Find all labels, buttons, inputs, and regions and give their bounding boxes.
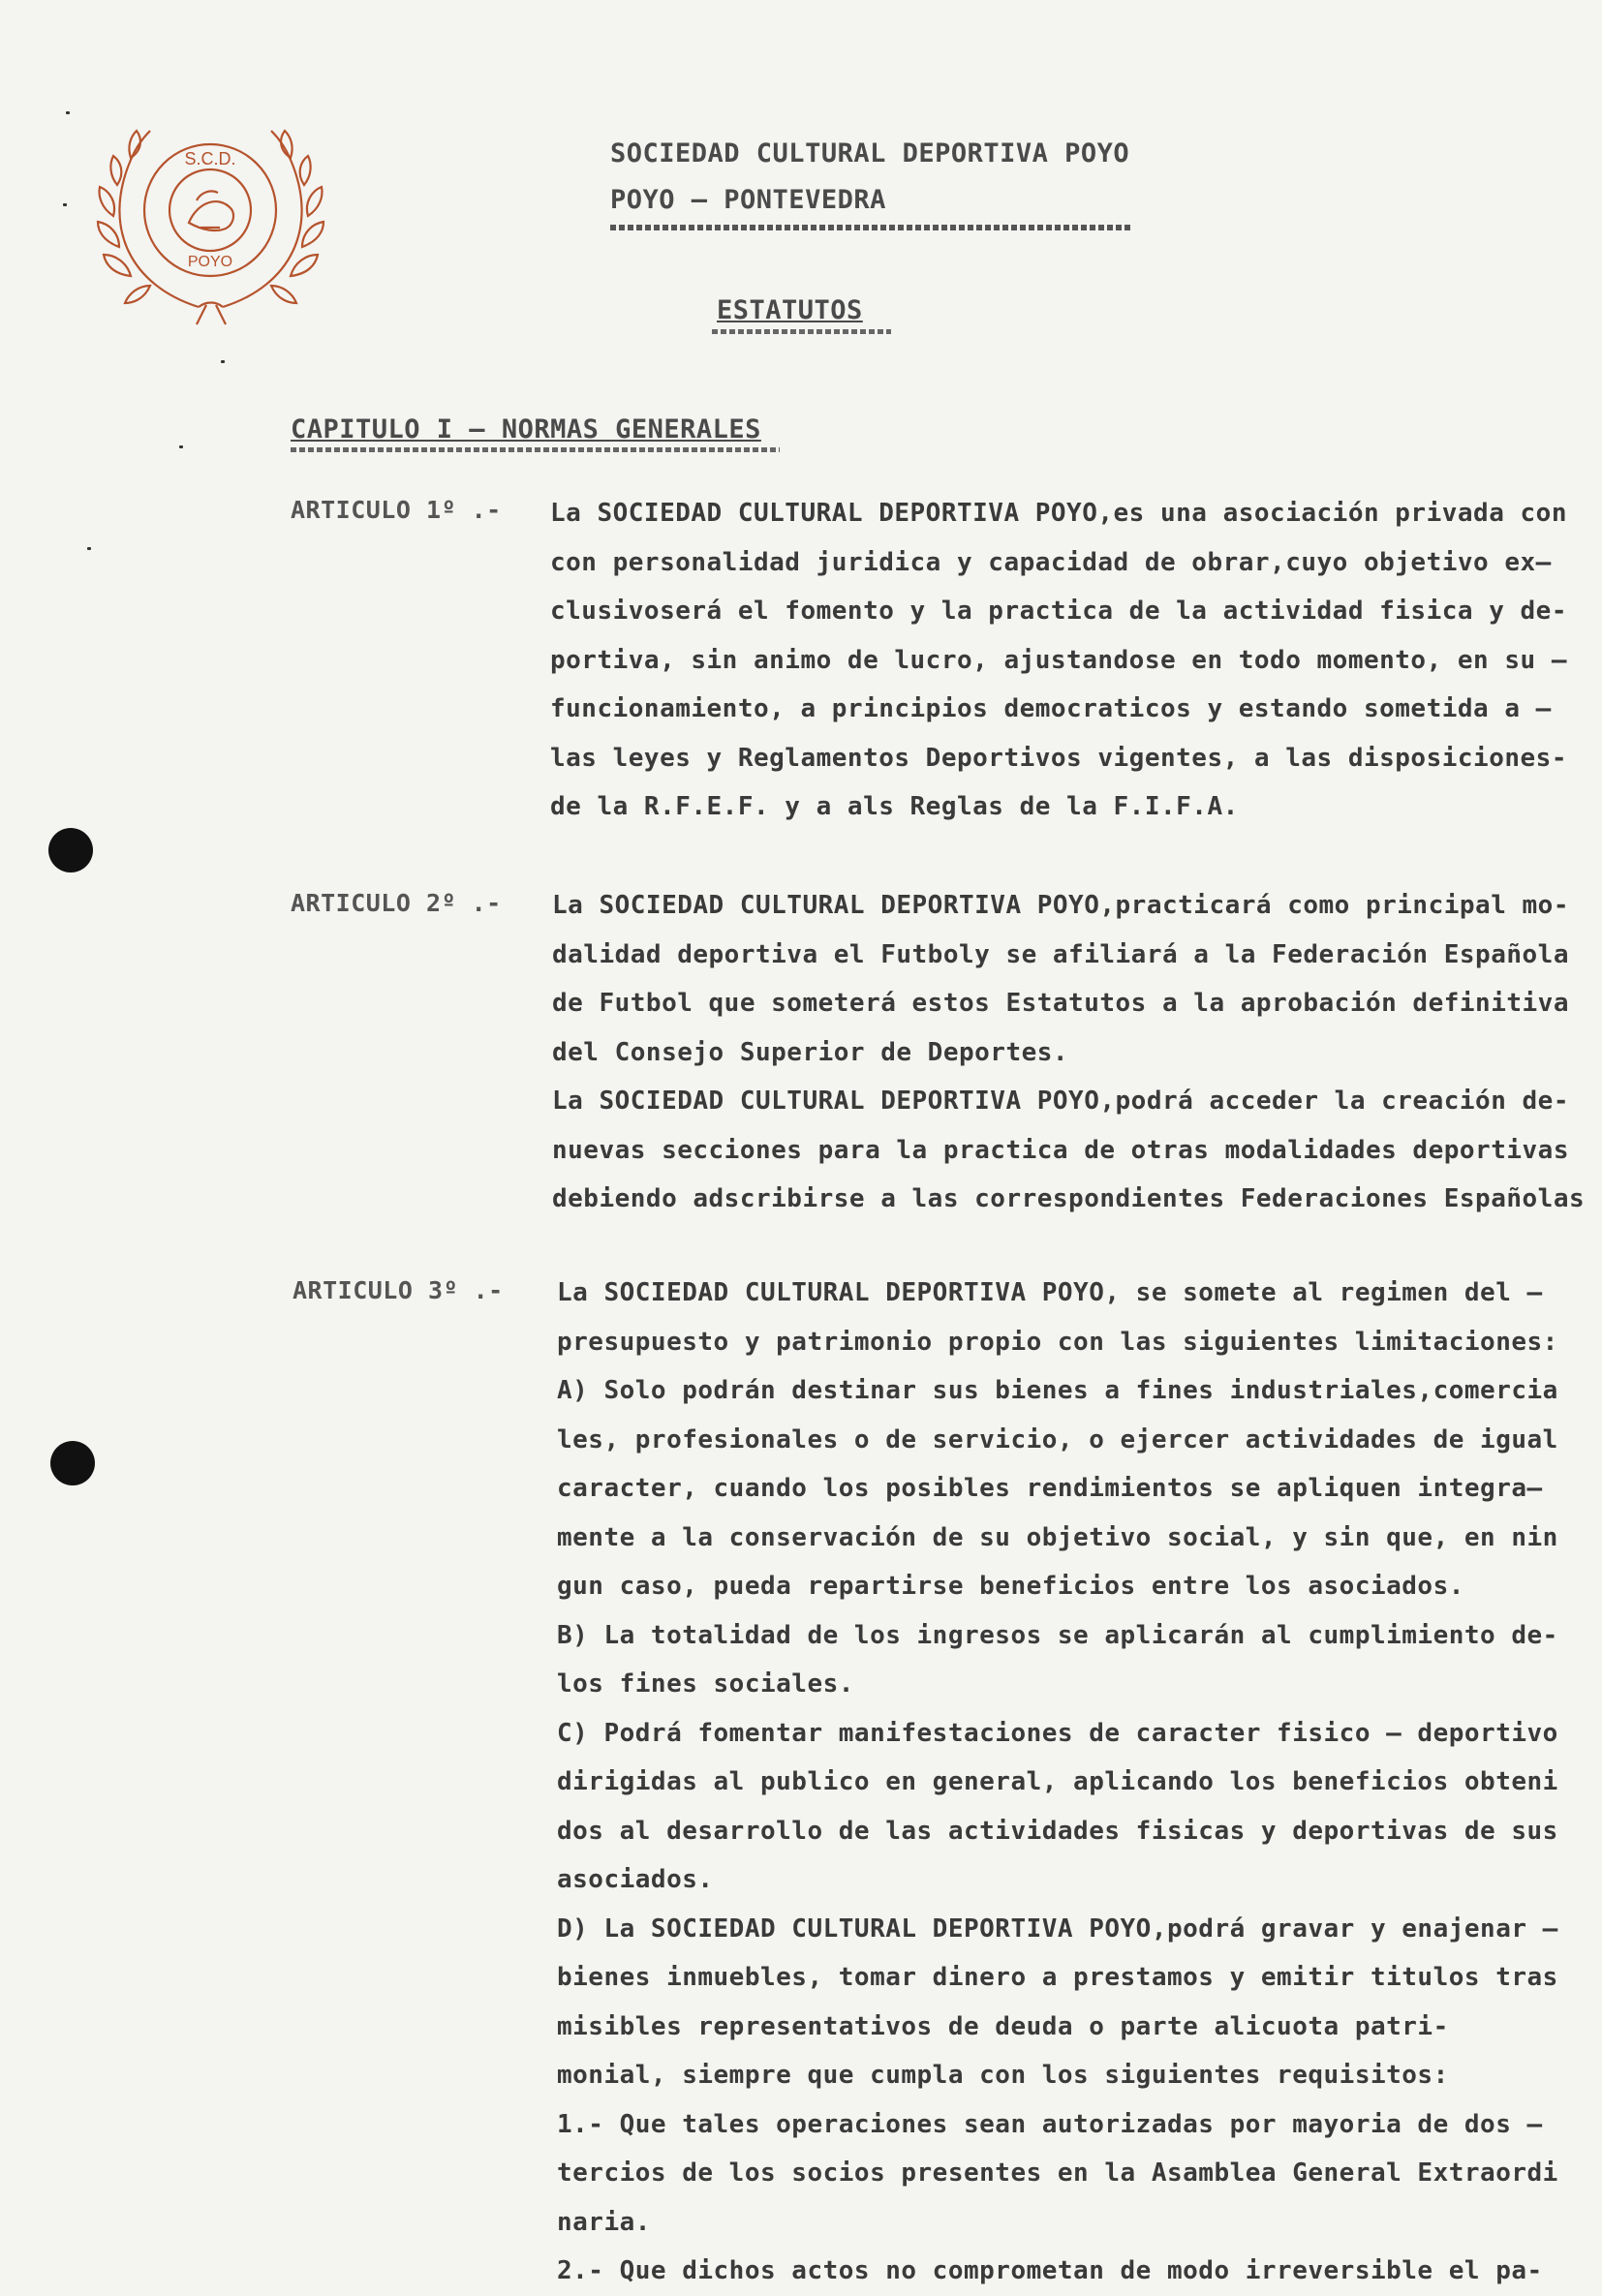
article-line: funcionamiento, a principios democraticos y estando sometida a — — [550, 694, 1552, 723]
article-line: mente a la conservación de su objetivo social, y sin que, en nin — [557, 1522, 1558, 1552]
article-line: dos al desarrollo de las actividades fisicas y deportivas de sus — [557, 1816, 1558, 1846]
article-1-body — [550, 489, 1567, 832]
article-line: del Consejo Superior de Deportes. — [552, 1037, 1069, 1067]
article-line: dirigidas al publico en general, aplicando los beneficios obteni — [557, 1767, 1558, 1796]
article-line: 2.- Que dichos actos no comprometan de modo irreversible el pa- — [557, 2256, 1543, 2285]
article-line: gun caso, pueda repartirse beneficios entre los asociados. — [557, 1572, 1464, 1601]
article-1-label: ARTICULO 1º .- — [291, 496, 502, 524]
punch-hole — [48, 828, 93, 872]
document-title: ESTATUTOS — [717, 295, 863, 325]
letterhead — [610, 131, 1129, 224]
article-line: dalidad deportiva el Futboly se afiliará a la Federación Española — [552, 939, 1569, 969]
article-line: de Futbol que someterá estos Estatutos a la aprobación definitiva — [552, 989, 1569, 1018]
ink-speck — [221, 360, 225, 363]
article-line: de la R.F.E.F. y a als Reglas de la F.I.F.A. — [550, 792, 1239, 821]
letterhead-org-name: SOCIEDAD CULTURAL DEPORTIVA POYO — [610, 138, 1130, 168]
article-line: A) Solo podrán destinar sus bienes a fines industriales,comercia — [557, 1376, 1558, 1405]
club-seal-logo — [92, 92, 329, 334]
seal-bottom-text: POYO — [187, 254, 233, 270]
article-line: misibles representativos de deuda o parte alicuota patri- — [557, 2011, 1449, 2041]
article-2-body — [552, 881, 1585, 1224]
ink-speck — [179, 445, 183, 448]
article-line: La SOCIEDAD CULTURAL DEPORTIVA POYO,podrá acceder la creación de- — [552, 1087, 1569, 1116]
chapter-heading: CAPITULO I — NORMAS GENERALES — [291, 414, 761, 444]
article-line: monial, siempre que cumpla con los siguientes requisitos: — [557, 2061, 1449, 2090]
title-underline — [712, 329, 891, 334]
article-line: debiendo adscribirse a las correspondientes Federaciones Españolas — [552, 1184, 1586, 1213]
article-2-label: ARTICULO 2º .- — [291, 889, 502, 917]
article-3-label: ARTICULO 3º .- — [293, 1276, 504, 1304]
article-line: tercios de los socios presentes en la Asamblea General Extraordi — [557, 2158, 1558, 2188]
ink-speck — [63, 203, 67, 206]
article-line: bienes inmuebles, tomar dinero a prestamos y emitir titulos tras — [557, 1963, 1558, 1992]
article-line: nuevas secciones para la practica de otras modalidades deportivas — [552, 1135, 1569, 1165]
article-line: asociados. — [557, 1865, 714, 1894]
article-line: con personalidad juridica y capacidad de obrar,cuyo objetivo ex— — [550, 547, 1552, 577]
article-line: las leyes y Reglamentos Deportivos vigentes, a las disposiciones- — [550, 743, 1567, 773]
chapter-underline — [291, 447, 780, 452]
punch-hole — [50, 1441, 95, 1485]
article-line: C) Podrá fomentar manifestaciones de caracter fisico — deportivo — [557, 1718, 1558, 1748]
article-line: los fines sociales. — [557, 1669, 854, 1699]
article-line: La SOCIEDAD CULTURAL DEPORTIVA POYO,practicará como principal mo- — [552, 891, 1569, 920]
letterhead-location: POYO — PONTEVEDRA — [610, 185, 886, 215]
article-line: les, profesionales o de servicio, o ejercer actividades de igual — [557, 1424, 1558, 1454]
letterhead-divider — [610, 225, 1133, 230]
seal-top-text: S.C.D. — [184, 149, 236, 168]
ink-speck — [66, 111, 70, 114]
article-line: La SOCIEDAD CULTURAL DEPORTIVA POYO, se somete al regimen del — — [557, 1278, 1543, 1307]
article-line: 1.- Que tales operaciones sean autorizadas por mayoria de dos — — [557, 2109, 1543, 2139]
article-line: La SOCIEDAD CULTURAL DEPORTIVA POYO,es una asociación privada con — [550, 499, 1567, 528]
article-line: B) La totalidad de los ingresos se aplicarán al cumplimiento de- — [557, 1620, 1558, 1650]
article-line: D) La SOCIEDAD CULTURAL DEPORTIVA POYO,podrá gravar y enajenar — — [557, 1913, 1558, 1944]
article-line: clusivoserá el fomento y la practica de la actividad fisica y de- — [550, 597, 1567, 626]
article-line: caracter, cuando los posibles rendimientos se apliquen integra— — [557, 1474, 1543, 1503]
ink-speck — [87, 547, 91, 550]
article-3-body — [557, 1269, 1558, 2296]
article-line: naria. — [557, 2207, 651, 2237]
article-line: presupuesto y patrimonio propio con las siguientes limitaciones: — [557, 1327, 1558, 1357]
article-line: portiva, sin animo de lucro, ajustandose en todo momento, en su — — [550, 645, 1567, 675]
